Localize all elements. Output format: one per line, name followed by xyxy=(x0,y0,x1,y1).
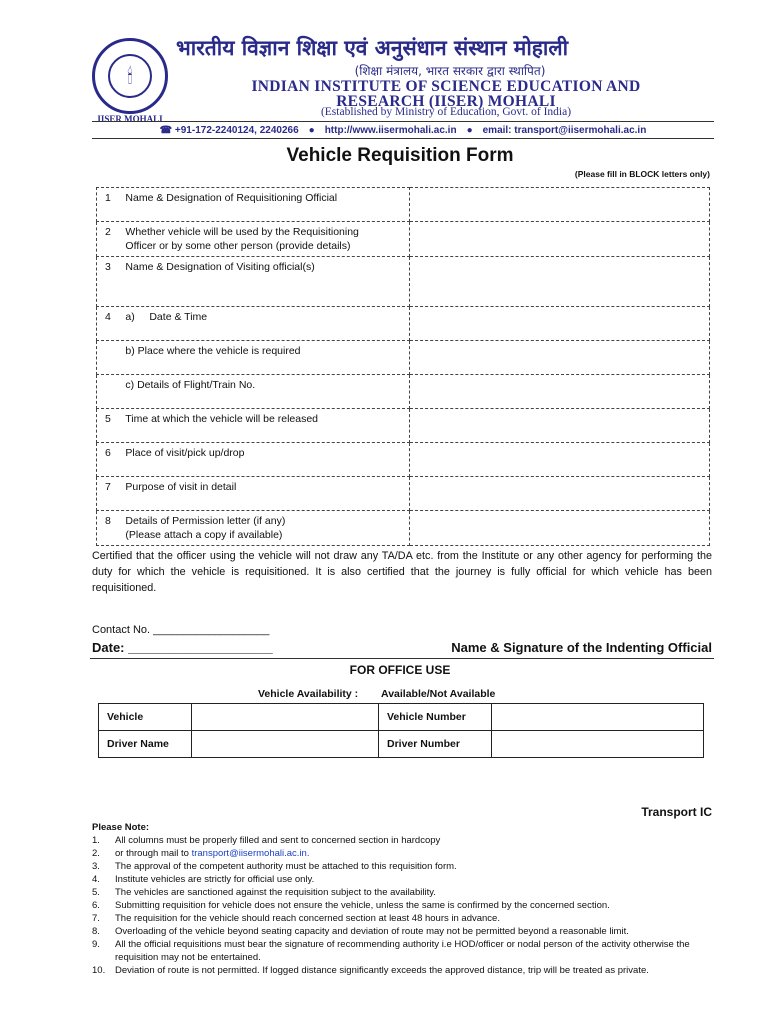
list-item: 3. The approval of the competent authority must be attached to this requisition form. xyxy=(92,861,457,872)
table-row xyxy=(97,307,710,341)
contact-number-field[interactable]: Contact No. ___________________ xyxy=(92,624,270,636)
english-title-line1: INDIAN INSTITUTE OF SCIENCE EDUCATION AND xyxy=(251,78,641,95)
notes-heading: Please Note: xyxy=(92,822,150,833)
field-input[interactable] xyxy=(410,443,710,477)
lamp-icon: 🕯 xyxy=(108,54,152,98)
transport-ic-signature: Transport IC xyxy=(641,805,712,819)
table-row xyxy=(99,731,704,758)
divider xyxy=(90,658,714,659)
bullet-separator: ● xyxy=(308,124,315,136)
block-letters-note: (Please fill in BLOCK letters only) xyxy=(574,169,710,179)
field-input[interactable] xyxy=(410,511,710,546)
field-input[interactable] xyxy=(410,477,710,511)
email-label: email: xyxy=(482,124,512,136)
field-label: 2 Whether vehicle will be used by the Requisitioning Officer or by some other person (provide details) xyxy=(97,222,410,257)
field-label: 4 a) Date & Time xyxy=(97,307,410,341)
field-input[interactable] xyxy=(410,375,710,409)
vehicle-number-input[interactable] xyxy=(492,704,704,731)
table-row xyxy=(97,341,710,375)
field-label: b) Place where the vehicle is required xyxy=(97,341,410,375)
form-title: Vehicle Requisition Form xyxy=(286,145,514,166)
field-label: 7 Purpose of visit in detail xyxy=(97,477,410,511)
field-input[interactable] xyxy=(410,409,710,443)
table-row xyxy=(99,704,704,731)
office-use-table xyxy=(98,703,704,758)
table-row xyxy=(97,409,710,443)
list-item: 4. Institute vehicles are strictly for official use only. xyxy=(92,874,315,885)
list-item: 8. Overloading of the vehicle beyond seating capacity and deviation of route may not be permitted beyond a reasonable limit. xyxy=(92,926,629,937)
table-row xyxy=(97,477,710,511)
field-input[interactable] xyxy=(410,341,710,375)
table-row xyxy=(97,443,710,477)
vehicle-input[interactable] xyxy=(192,704,379,731)
hindi-subtitle: (शिक्षा मंत्रालय, भारत सरकार द्वारा स्थापित) xyxy=(354,64,546,78)
availability-value[interactable]: Available/Not Available xyxy=(381,688,496,700)
driver-number-input[interactable] xyxy=(492,731,704,758)
contact-bar xyxy=(92,121,714,139)
table-row xyxy=(97,257,710,307)
email-link[interactable]: transport@iisermohali.ac.in. xyxy=(191,848,310,859)
list-item: 7. The requisition for the vehicle should reach concerned section at least 48 hours in advance. xyxy=(92,913,500,924)
driver-name-label: Driver Name xyxy=(99,731,192,758)
email-link[interactable]: transport@iisermohali.ac.in xyxy=(514,124,647,136)
list-item: 1. All columns must be properly filled and sent to concerned section in hardcopy xyxy=(92,835,441,846)
bullet-separator: ● xyxy=(466,124,473,136)
office-use-heading: FOR OFFICE USE xyxy=(349,663,451,677)
field-label: 1 Name & Designation of Requisitioning Official xyxy=(97,188,410,222)
vehicle-number-label: Vehicle Number xyxy=(379,704,492,731)
driver-name-input[interactable] xyxy=(192,731,379,758)
institute-logo xyxy=(92,38,168,114)
logo-caption: IISER MOHALI xyxy=(97,114,163,124)
field-label: 3 Name & Designation of Visiting official(s) xyxy=(97,257,410,307)
indenting-signature-label: Name & Signature of the Indenting Official xyxy=(451,640,712,655)
date-field[interactable]: Date: ____________________ xyxy=(92,640,273,655)
certification-text: Certified that the officer using the vehicle will not draw any TA/DA etc. from the Institute or any other agency for performing the duty for which the vehicle is requisitioned. It is also certified that the journey is fully official for which vehicle has been requisitioned. xyxy=(92,550,712,594)
field-label: 5 Time at which the vehicle will be released xyxy=(97,409,410,443)
english-title-line2: RESEARCH (IISER) MOHALI xyxy=(336,93,556,110)
list-item: 5. The vehicles are sanctioned against the requisition subject to the availability. xyxy=(92,887,436,898)
field-input[interactable] xyxy=(410,188,710,222)
established-note: (Established by Ministry of Education, Govt. of India) xyxy=(320,106,572,118)
field-input[interactable] xyxy=(410,257,710,307)
hindi-title: भारतीय विज्ञान शिक्षा एवं अनुसंधान संस्थान मोहाली xyxy=(176,36,569,60)
field-label: 6 Place of visit/pick up/drop xyxy=(97,443,410,477)
table-row xyxy=(97,222,710,257)
website-link[interactable]: http://www.iisermohali.ac.in xyxy=(324,124,457,136)
vehicle-label: Vehicle xyxy=(99,704,192,731)
list-item: 10. Deviation of route is not permitted. If logged distance significantly exceeds the approved distance, trip will be treated as private. xyxy=(92,965,649,976)
list-item: 2. or through mail to transport@iisermohali.ac.in. xyxy=(92,848,310,859)
table-row xyxy=(97,511,710,546)
table-row xyxy=(97,375,710,409)
field-input[interactable] xyxy=(410,222,710,257)
table-row xyxy=(97,188,710,222)
field-label: c) Details of Flight/Train No. xyxy=(97,375,410,409)
list-item: 9. All the official requisitions must bear the signature of recommending authority i.e HOD/officer or nodal person of the activity otherwise the requisition may not be entertained. xyxy=(92,939,690,963)
driver-number-label: Driver Number xyxy=(379,731,492,758)
field-label: 8 Details of Permission letter (if any) (Please attach a copy if available) xyxy=(97,511,410,546)
field-input[interactable] xyxy=(410,307,710,341)
phone-number: ☎ +91-172-2240124, 2240266 xyxy=(159,124,299,136)
availability-label: Vehicle Availability : xyxy=(258,688,359,700)
notes-list xyxy=(92,834,716,977)
requisition-table xyxy=(96,187,710,546)
list-item: 6. Submitting requisition for vehicle does not ensure the vehicle, unless the same is confirmed by the concerned section. xyxy=(92,900,610,911)
